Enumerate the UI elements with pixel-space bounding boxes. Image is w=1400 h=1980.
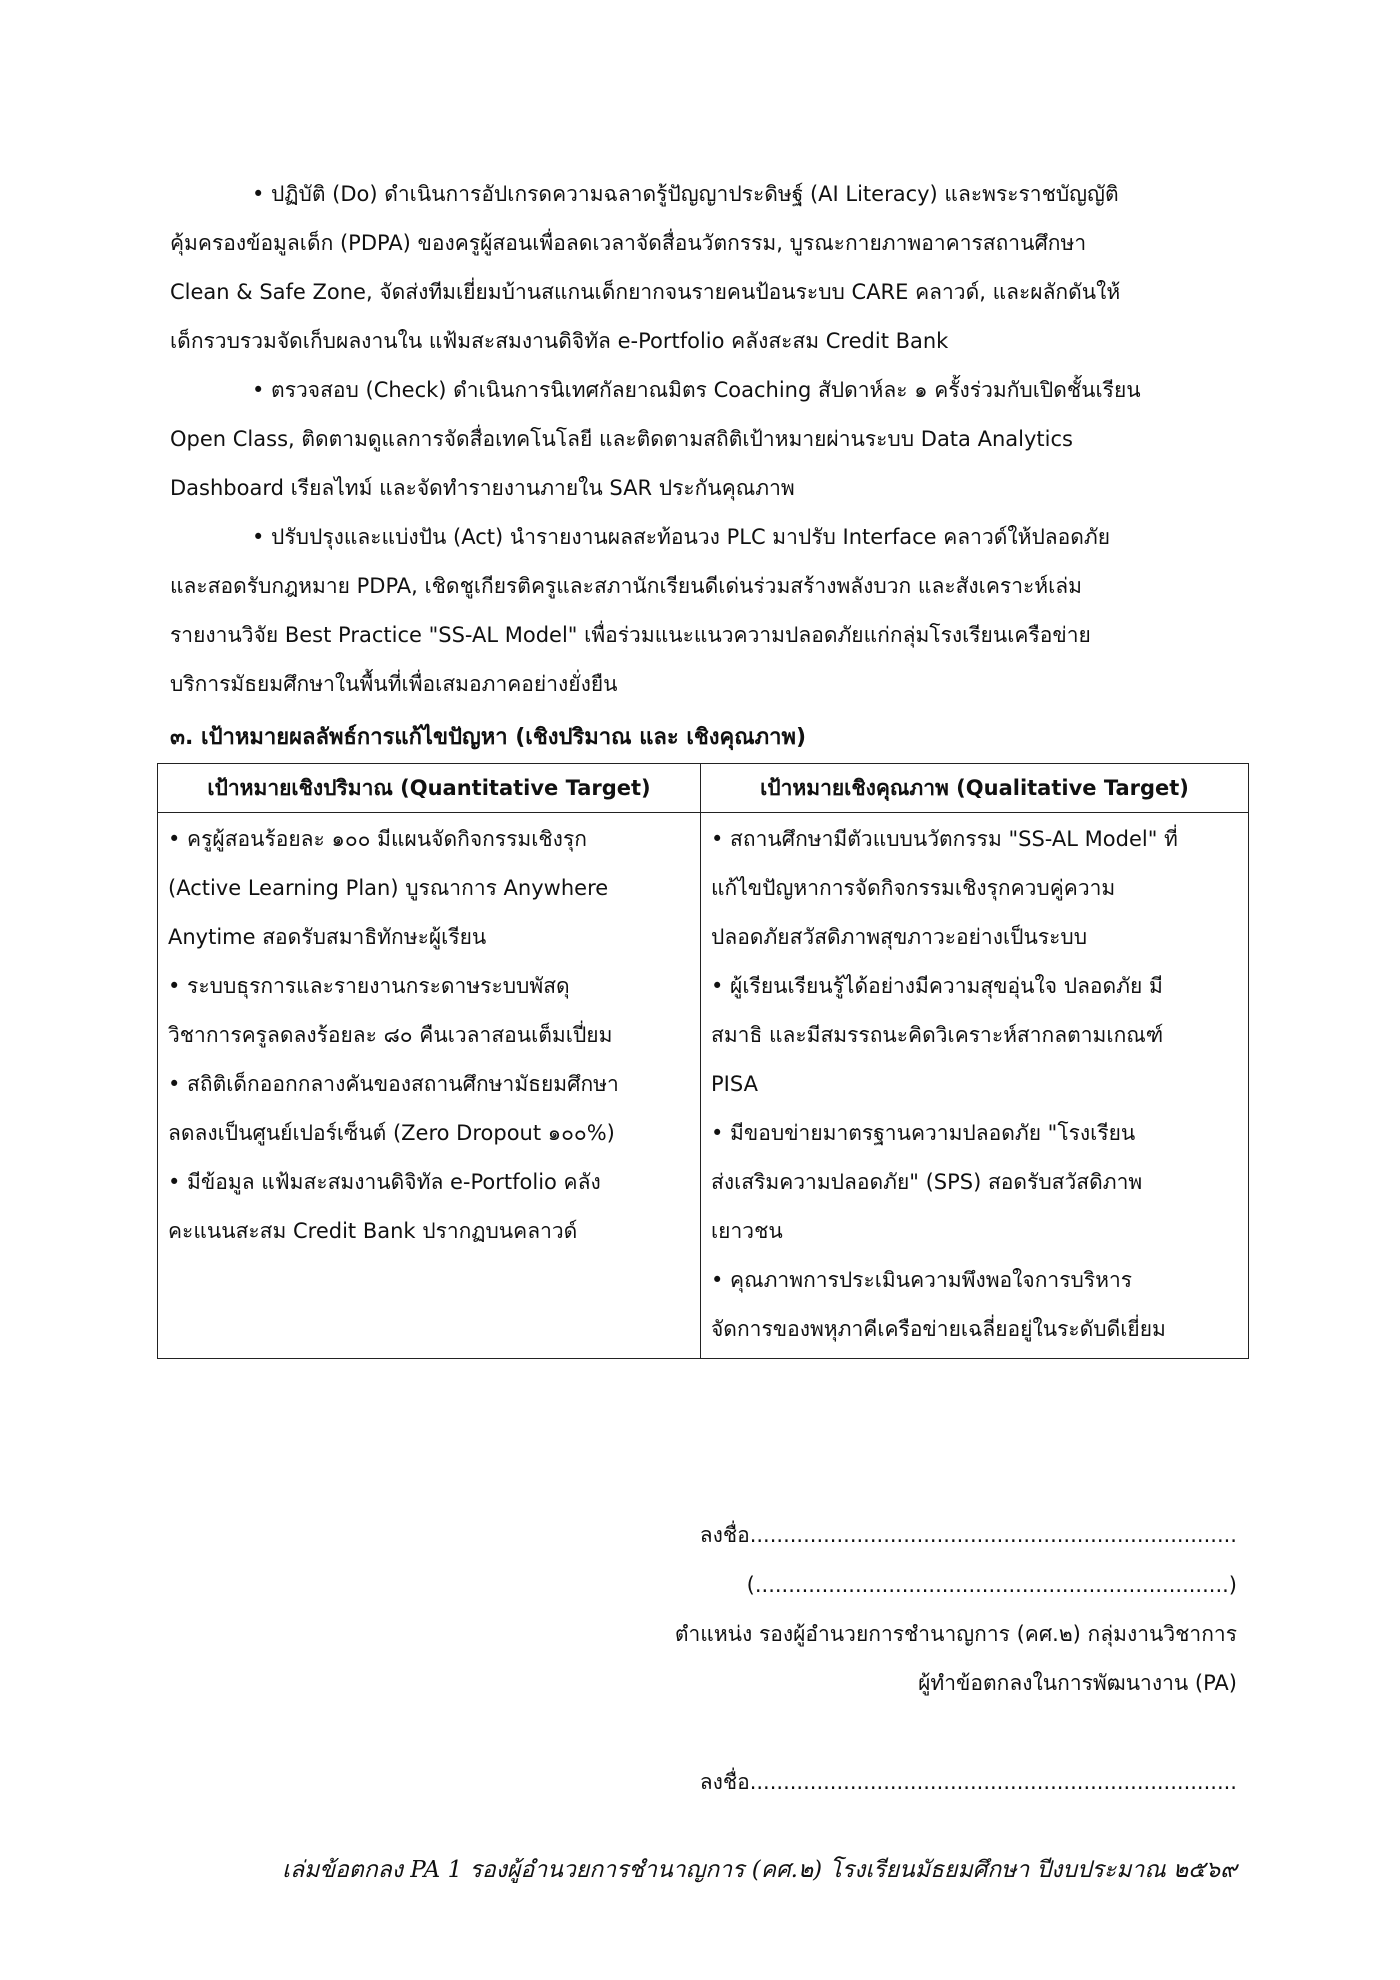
item-line: • ระบบธุรการและรายงานกระดาษระบบพัสดุ — [168, 974, 570, 998]
item-line: • มีข้อมูล แฟ้มสะสมงานดิจิทัล e-Portfolio คลัง — [168, 1170, 601, 1194]
paragraph-line: บริการมัธยมศึกษาในพื้นที่เพื่อเสมอภาคอย่างยั่งยืน — [170, 672, 618, 696]
list-item — [711, 962, 1238, 1109]
item-line: • ผู้เรียนเรียนรู้ได้อย่างมีความสุขอุ่นใจ ปลอดภัย มี — [711, 974, 1163, 998]
signature-line-1: ลงชื่อ......................................................................... — [699, 1523, 1237, 1547]
plan-do-paragraph — [170, 170, 1237, 366]
list-item — [168, 815, 690, 962]
page-footer: เล่มข้อตกลง PA 1 รองผู้อำนวยการชำนาญการ (คศ.๒) โรงเรียนมัธยมศึกษา ปีงบประมาณ ๒๕๖๙ — [282, 1857, 1237, 1883]
item-line: ส่งเสริมความปลอดภัย" (SPS) สอดรับสวัสดิภาพ — [711, 1170, 1143, 1194]
list-item — [168, 1158, 690, 1256]
paragraph-line: คุ้มครองข้อมูลเด็ก (PDPA) ของครูผู้สอนเพื่อลดเวลาจัดสื่อนวัตกรรม, บูรณะกายภาพอาคารสถานศึกษา — [170, 231, 1087, 255]
paragraph-line: Clean & Safe Zone, จัดส่งทีมเยี่ยมบ้านสแกนเด็กยากจนรายคนป้อนระบบ CARE คลาวด์, และผลักดันให้ — [170, 280, 1121, 304]
item-line: • สถิติเด็กออกกลางคันของสถานศึกษามัธยมศึกษา — [168, 1072, 619, 1096]
item-line: PISA — [711, 1072, 758, 1096]
paragraph-line: Open Class, ติดตามดูแลการจัดสื่อเทคโนโลยี และติดตามสถิติเป้าหมายผ่านระบบ Data Analytics — [170, 427, 1073, 451]
item-line: • คุณภาพการประเมินความพึงพอใจการบริหาร — [711, 1268, 1133, 1292]
item-line: • สถานศึกษามีตัวแบบนวัตกรรม "SS-AL Model" ที่ — [711, 827, 1178, 851]
signer-position: ตำแหน่ง รองผู้อำนวยการชำนาญการ (คศ.๒) กลุ่มงานวิชาการ — [674, 1622, 1237, 1646]
table-row — [158, 813, 1249, 1359]
targets-table — [157, 763, 1249, 1359]
item-line: ปลอดภัยสวัสดิภาพสุขภาวะอย่างเป็นระบบ — [711, 925, 1088, 949]
signer-name-placeholder: (.......................................................................) — [746, 1573, 1237, 1597]
paragraph-line: และสอดรับกฎหมาย PDPA, เชิดชูเกียรติครูและสภานักเรียนดีเด่นร่วมสร้างพลังบวก และสังเคราะห์เล่ม — [170, 574, 1082, 598]
paragraph-line: • ตรวจสอบ (Check) ดำเนินการนิเทศกัลยาณมิตร Coaching สัปดาห์ละ ๑ ครั้งร่วมกับเปิดชั้นเรียน — [252, 378, 1141, 402]
list-item — [711, 815, 1238, 962]
qualitative-header: เป้าหมายเชิงคุณภาพ (Qualitative Target) — [701, 764, 1249, 813]
quantitative-header: เป้าหมายเชิงปริมาณ (Quantitative Target) — [158, 764, 701, 813]
paragraph-line: Dashboard เรียลไทม์ และจัดทำรายงานภายใน SAR ประกันคุณภาพ — [170, 476, 795, 500]
paragraph-line: รายงานวิจัย Best Practice "SS-AL Model" เพื่อร่วมแนะแนวความปลอดภัยแก่กลุ่มโรงเรียนเครือข่าย — [170, 623, 1091, 647]
item-line: ลดลงเป็นศูนย์เปอร์เซ็นต์ (Zero Dropout ๑๐๐%) — [168, 1121, 615, 1145]
section-3-heading: ๓. เป้าหมายผลลัพธ์การแก้ไขปัญหา (เชิงปริมาณ และ เชิงคุณภาพ) — [170, 725, 807, 750]
item-line: เยาวชน — [711, 1219, 783, 1243]
quantitative-cell — [158, 813, 701, 1359]
item-line: สมาธิ และมีสมรรถนะคิดวิเคราะห์สากลตามเกณฑ์ — [711, 1023, 1164, 1047]
item-line: (Active Learning Plan) บูรณาการ Anywhere — [168, 876, 609, 900]
list-item — [711, 1256, 1238, 1354]
item-line: แก้ไขปัญหาการจัดกิจกรรมเชิงรุกควบคู่ความ — [711, 876, 1116, 900]
item-line: • ครูผู้สอนร้อยละ ๑๐๐ มีแผนจัดกิจกรรมเชิงรุก — [168, 827, 587, 851]
list-item — [168, 962, 690, 1060]
table-header-row — [158, 764, 1249, 813]
qualitative-cell — [701, 813, 1249, 1359]
list-item — [711, 1109, 1238, 1256]
paragraph-line: • ปฏิบัติ (Do) ดำเนินการอัปเกรดความฉลาดรู้ปัญญาประดิษฐ์ (AI Literacy) และพระราชบัญญัติ — [252, 182, 1119, 206]
item-line: คะแนนสะสม Credit Bank ปรากฏบนคลาวด์ — [168, 1219, 578, 1243]
item-line: Anytime สอดรับสมาธิทักษะผู้เรียน — [168, 925, 487, 949]
item-line: จัดการของพหุภาคีเครือข่ายเฉลี่ยอยู่ในระดับดีเยี่ยม — [711, 1317, 1166, 1341]
paragraph-line: • ปรับปรุงและแบ่งปัน (Act) นำรายงานผลสะท้อนวง PLC มาปรับ Interface คลาวด์ให้ปลอดภัย — [252, 525, 1111, 549]
plan-check-paragraph — [170, 366, 1237, 513]
list-item — [168, 1060, 690, 1158]
item-line: • มีขอบข่ายมาตรฐานความปลอดภัย "โรงเรียน — [711, 1121, 1136, 1145]
signature-line-2: ลงชื่อ......................................................................... — [699, 1770, 1237, 1794]
plan-act-paragraph — [170, 513, 1237, 709]
paragraph-line: เด็กรวบรวมจัดเก็บผลงานใน แฟ้มสะสมงานดิจิทัล e-Portfolio คลังสะสม Credit Bank — [170, 329, 949, 353]
item-line: วิชาการครูลดลงร้อยละ ๘๐ คืนเวลาสอนเต็มเปี่ยม — [168, 1023, 613, 1047]
signer-role: ผู้ทำข้อตกลงในการพัฒนางาน (PA) — [918, 1671, 1237, 1695]
